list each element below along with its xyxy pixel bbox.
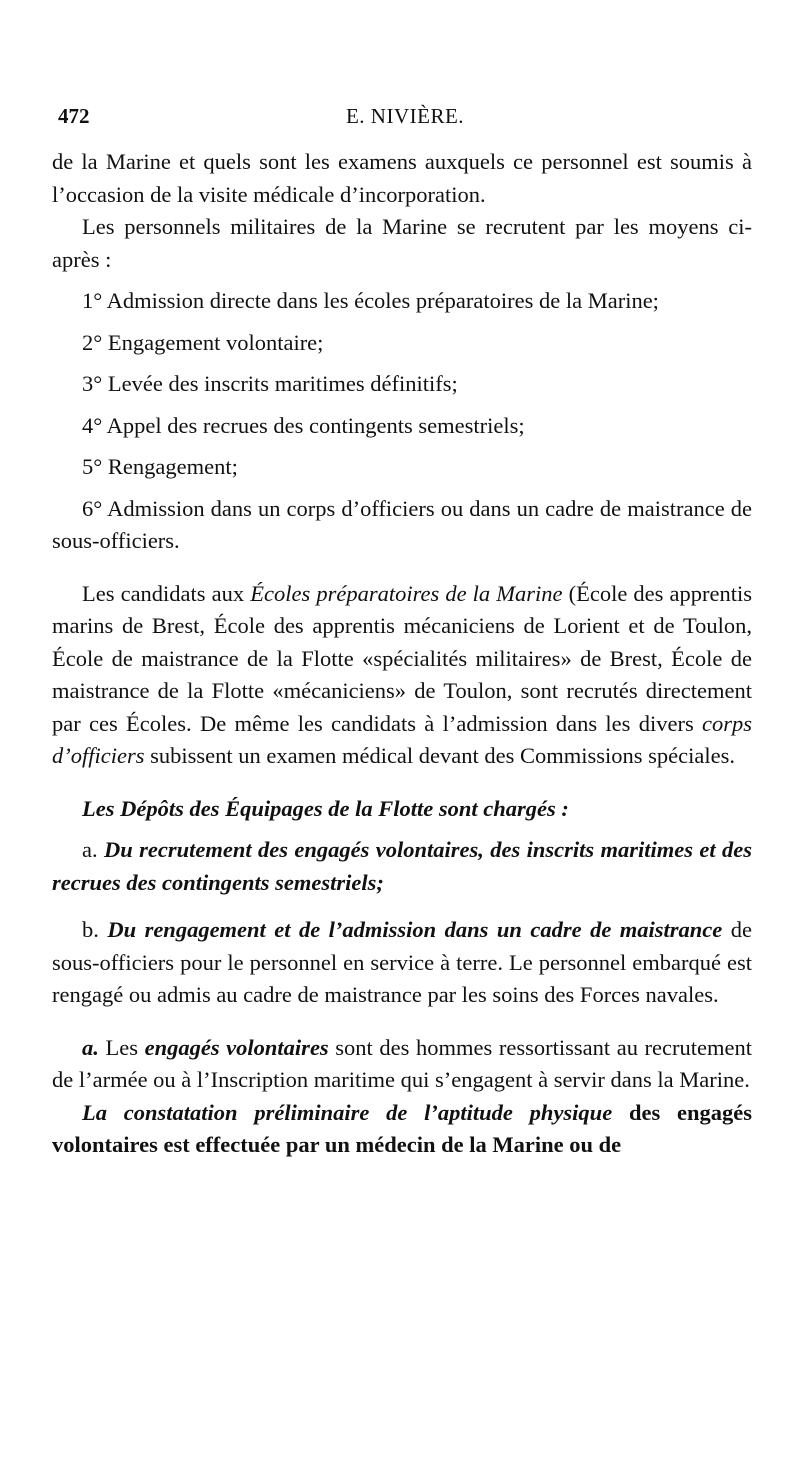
item-letter: a. xyxy=(82,1034,99,1060)
paragraph-depots-heading: Les Dépôts des Équipages de la Flotte sont chargés : xyxy=(82,795,569,821)
text-run: des engagés volontaires est effectuée par un médecin de la Marine ou de xyxy=(52,1099,753,1157)
item-letter: a. xyxy=(82,837,98,862)
text-run: sont des hommes ressortissant au recrutement de l’armée ou à l’Inscription maritime qui s’engagent à servir dans la Marine. xyxy=(52,1034,752,1092)
emphasis-run: Du rengagement et de l’admission dans un cadre de maistrance xyxy=(98,917,723,942)
item-letter: b. xyxy=(82,917,99,942)
paragraph-intro: de la Marine et quels sont les examens auxquels ce personnel est soumis à l’occasion de la visite médicale d’incorporation. xyxy=(52,149,752,207)
page-number: 472 xyxy=(58,104,90,128)
emphasis-run: engagés volontaires xyxy=(144,1034,329,1060)
running-head: E. NIVIÈRE. xyxy=(345,104,465,128)
list-item: 4° Appel des recrues des contingents semestriels; xyxy=(82,412,525,438)
list-item: 5° Rengagement; xyxy=(82,454,238,479)
paragraph-item-a xyxy=(52,834,752,899)
page-header xyxy=(58,104,752,134)
page-body xyxy=(52,146,752,1162)
paragraph-item-b xyxy=(52,914,752,1012)
text-run: Les xyxy=(98,1034,145,1060)
text-run: subissent un examen médical devant des Commissions spéciales. xyxy=(144,743,735,768)
text-run: de sous-officiers pour le personnel en service à terre. Le personnel embarqué est rengagé ou admis au cadre de maistrance par les soins des Forces navales. xyxy=(52,917,752,1007)
paragraph-volunteers xyxy=(52,1032,752,1097)
list-item: 2° Engagement volontaire; xyxy=(82,329,324,355)
emphasis-run: Du recrutement des engagés volontaires, des inscrits maritimes et des recrues des contingents semestriels; xyxy=(52,837,752,895)
paragraph-physical-aptitude xyxy=(52,1097,752,1162)
emphasis-run: corps d’officiers xyxy=(52,710,752,768)
paragraph-preparatory-schools xyxy=(52,578,752,773)
list-item: 6° Admission dans un corps d’officiers ou dans un cadre de maistrance de sous-officiers. xyxy=(52,495,752,553)
list-item: 3° Levée des inscrits maritimes définitifs; xyxy=(82,371,458,396)
emphasis-run: La constatation préliminaire de l’aptitude physique xyxy=(82,1099,613,1125)
text-run: (École des apprentis marins de Brest, École des apprentis mécaniciens de Lorient et de Toulon, École de maistrance de la Flotte «spécialités militaires» de Brest, École de maistrance de la Flotte «mécaniciens» de Toulon, sont recrutés directement par ces Écoles. De même les candidats à l’admission dans les divers xyxy=(52,580,752,736)
text-run: Les candidats aux xyxy=(82,580,251,606)
emphasis-run: Écoles préparatoires de la Marine xyxy=(250,580,563,606)
paragraph-recruitment-means: Les personnels militaires de la Marine se recrutent par les moyens ci-après : xyxy=(52,214,752,272)
list-item: 1° Admission directe dans les écoles préparatoires de la Marine; xyxy=(82,288,659,313)
